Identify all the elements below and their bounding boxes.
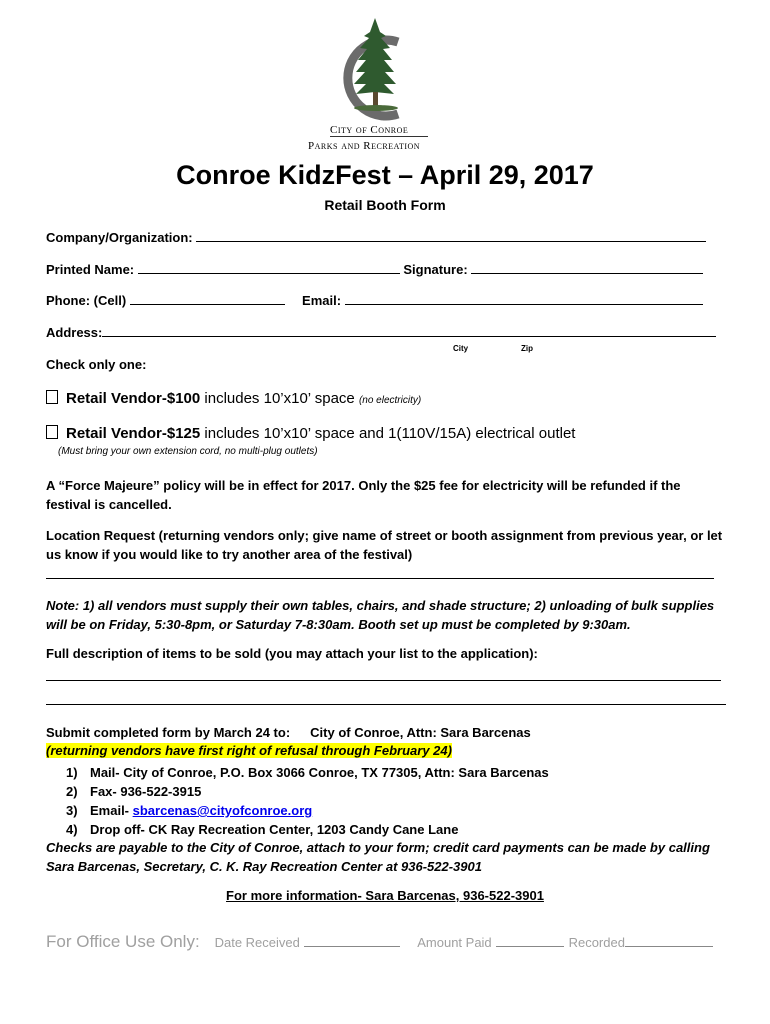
checks-payable-text: Checks are payable to the City of Conroe, attach to your form; credit card payments can be made by calling Sara Barcenas, Secretary, C. K. Ray Recreation Center at 936-522-3901: [46, 840, 710, 874]
option-125[interactable]: [46, 425, 575, 442]
method-dropoff: 4) Drop off- CK Ray Recreation Center, 1203 Candy Cane Lane: [66, 822, 459, 837]
method-email: 3) Email- sbarcenas@cityofconroe.org: [66, 803, 313, 818]
checkbox-100[interactable]: [46, 390, 58, 404]
email-label: Email:: [302, 293, 342, 308]
force-majeure-text: A “Force Majeure” policy will be in effect for 2017. Only the $25 fee for electricity will be refunded if the festival is cancelled.: [46, 478, 681, 512]
company-label: Company/Organization:: [46, 230, 193, 245]
amount-paid-label: Amount Paid: [417, 935, 492, 950]
option-100[interactable]: [46, 390, 421, 407]
phone-label: Phone: (Cell): [46, 293, 127, 308]
signature-field[interactable]: [471, 273, 703, 274]
office-use-row: [46, 932, 713, 952]
submit-methods: [66, 763, 549, 839]
address-field[interactable]: [102, 336, 716, 337]
address-row: [46, 325, 716, 340]
logo-line-2: Parks and Recreation: [308, 140, 421, 152]
check-only-label: Check only one:: [46, 357, 147, 372]
method-fax: 2) Fax- 936-522-3915: [66, 784, 202, 799]
tree-c-logo-icon: [320, 14, 450, 124]
items-desc-field-1[interactable]: [46, 668, 721, 681]
option-125-desc: includes 10’x10’ space and 1(110V/15A) electrical outlet: [200, 425, 576, 442]
amount-paid-field[interactable]: [496, 946, 564, 947]
page-title: Conroe KidzFest – April 29, 2017: [176, 160, 594, 190]
submit-row: [46, 725, 531, 740]
email-field[interactable]: [345, 304, 703, 305]
company-row: [46, 230, 706, 245]
printed-name-field[interactable]: [138, 273, 400, 274]
items-desc-label: Full description of items to be sold (you may attach your list to the application):: [46, 646, 538, 661]
more-info: For more information- Sara Barcenas, 936-522-3901: [226, 888, 544, 903]
address-label: Address:: [46, 325, 103, 340]
option-100-desc: includes 10’x10’ space: [200, 390, 359, 407]
company-field[interactable]: [196, 241, 706, 242]
location-request-text: Location Request (returning vendors only; give name of street or booth assignment from previous year, or let us know if you would like to try another area of the festival): [46, 528, 723, 562]
page-subtitle: Retail Booth Form: [324, 197, 446, 213]
items-desc-field-2[interactable]: [46, 692, 726, 705]
option-100-label: Retail Vendor-$100: [66, 390, 201, 407]
email-link[interactable]: sbarcenas@cityofconroe.org: [132, 803, 313, 818]
signature-label: Signature:: [403, 262, 468, 277]
location-request-field[interactable]: [46, 566, 714, 579]
option-100-note: (no electricity): [358, 395, 422, 406]
checkbox-125[interactable]: [46, 425, 58, 439]
option-125-label: Retail Vendor-$125: [66, 425, 201, 442]
submit-to: City of Conroe, Attn: Sara Barcenas: [310, 725, 531, 740]
date-received-field[interactable]: [304, 946, 400, 947]
office-use-label: For Office Use Only:: [46, 932, 200, 951]
submit-label: Submit completed form by March 24 to:: [46, 725, 291, 740]
recorded-field[interactable]: [625, 946, 713, 947]
logo-line-1: City of Conroe: [330, 124, 428, 137]
city-caption: City: [453, 344, 469, 353]
phone-field[interactable]: [130, 304, 285, 305]
option-125-note: (Must bring your own extension cord, no multi-plug outlets): [58, 446, 318, 457]
name-row: [46, 262, 703, 277]
city-logo: [308, 14, 450, 154]
zip-caption: Zip: [521, 344, 533, 353]
returning-vendors-note: (returning vendors have first right of refusal through February 24): [46, 743, 452, 758]
date-received-label: Date Received: [214, 935, 300, 950]
phone-row: [46, 293, 703, 308]
printed-name-label: Printed Name:: [46, 262, 135, 277]
vendor-note: Note: 1) all vendors must supply their own tables, chairs, and shade structure; 2) unloading of bulk supplies will be on Friday, 5:30-8pm, or Saturday 7-8:30am. Booth set up must be completed by 9:30am.: [46, 598, 715, 632]
recorded-label: Recorded: [568, 935, 625, 950]
method-mail: 1) Mail- City of Conroe, P.O. Box 3066 Conroe, TX 77305, Attn: Sara Barcenas: [66, 765, 549, 780]
